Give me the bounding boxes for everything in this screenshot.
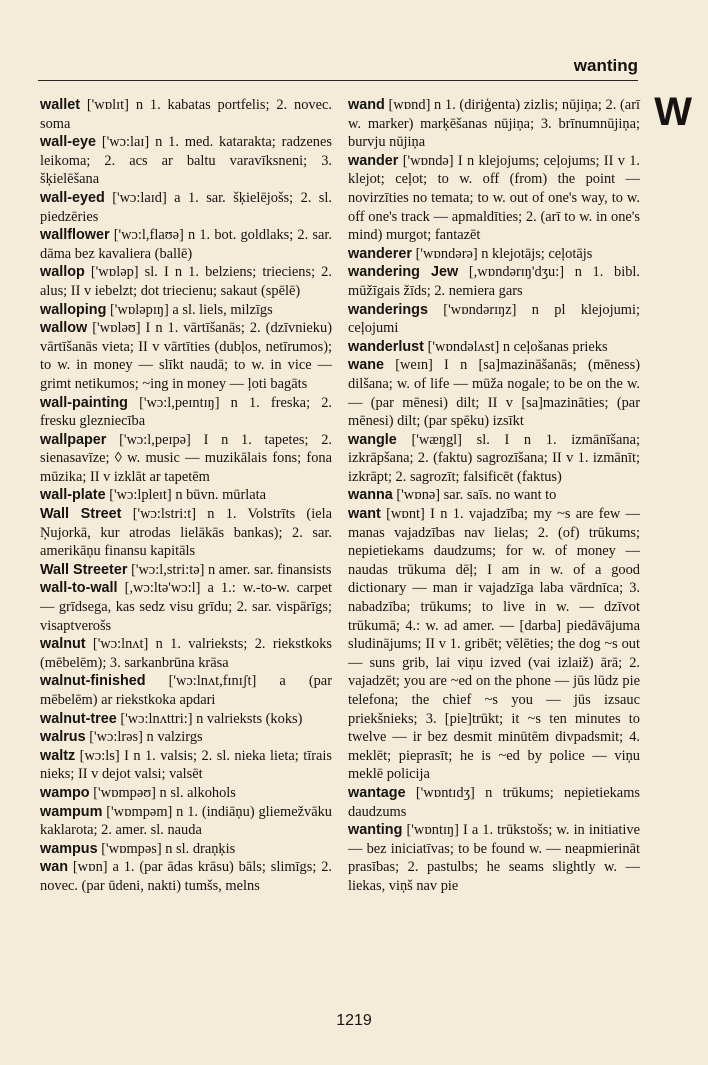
entry-body: ['wɒntɪŋ] I a 1. trūkstošs; w. in initiative — bez iniciatīvas; to be found w. — neapmierināt prasības; 2. pastulbs; he seams slightly w. — liekas, viņš nav pie: [348, 822, 640, 894]
entry-body: [wɒnd] n 1. (diriģenta) zizlis; nūjiņa; 2. (arī w. marker) marķēšanas nūjiņa; 3. brīnumnūjiņa; burvju nūjiņa: [348, 97, 640, 151]
running-head: wanting: [573, 56, 638, 75]
entry-wallow: [40, 319, 332, 393]
entry-wan: [40, 858, 332, 895]
left-column: [40, 96, 332, 896]
headword: wall-to-wall: [40, 580, 118, 597]
entry-wanderings: [348, 301, 640, 338]
headword: walnut-tree: [40, 710, 117, 727]
entry-wall-to-wall: [40, 579, 332, 635]
headword: walnut-finished: [40, 673, 146, 690]
entry-walnut: [40, 635, 332, 672]
entry-body: ['wæŋgl] sl. I n 1. izmānīšana; izkrāpšana; 2. (faktu) sagrozīšana; II v 1. izmānīt; izkrāpt; 2. sagrozīt; falsificēt (faktus): [348, 431, 640, 485]
headword: walnut: [40, 636, 86, 653]
entry-body: ['wɒləʊ] I n 1. vārtīšanās; 2. (dzīvnieku) vārtīšanās vieta; II v vārtīties (dubļos, netīrumos); to w. in money — slīkt naudā; to w. in vice — grimt netikumos; ~ing in money — ļoti bagāts: [40, 320, 332, 392]
entry-wand: [348, 96, 640, 152]
entry-body: ['wɒnə] sar. saīs. no want to: [396, 487, 557, 504]
letter-tab: W: [654, 90, 692, 134]
headword: wanderings: [348, 301, 428, 318]
headword: wampo: [40, 784, 90, 801]
right-column: [348, 96, 640, 896]
entry-wallop: [40, 263, 332, 300]
entry-body: ['wɒndərɪŋz] n pl klejojumi; ceļojumi: [348, 301, 640, 337]
headword: wallop: [40, 264, 85, 281]
entry-wanting: [348, 821, 640, 895]
headword: wallpaper: [40, 431, 107, 448]
headword: wantage: [348, 784, 406, 801]
entry-body: [,wɒndərɪŋ'dʒu:] n 1. bibl. mūžīgais žīds; 2. nemiera gars: [348, 264, 640, 299]
entry-body: ['wɔ:lnʌt] n 1. valrieksts; 2. riekstkoks (mēbelēm); 3. sarkanbrūna krāsa: [40, 636, 333, 671]
entry-wampo: [40, 784, 332, 803]
entry-body: ['wɔ:lnʌttri:] n valrieksts (koks): [120, 710, 303, 727]
headword: wall-eye: [40, 134, 96, 151]
entry-wane: [348, 356, 640, 430]
headword: wanderlust: [348, 338, 424, 355]
entry-body: ['wɔ:l,flaʊə] n 1. bot. goldlaks; 2. sar. dāma bez kavaliera (ballē): [40, 227, 332, 262]
entry-body: ['wɔ:laɪ] n 1. med. katarakta; radzenes leikoma; 2. acs ar baltu varavīksneni; 3. šķielēšana: [40, 134, 332, 188]
entry-wallflower: [40, 226, 332, 263]
entry-waltz: [40, 747, 332, 784]
headword: wall-plate: [40, 487, 106, 504]
entry-body: ['wɒmpəm] n 1. (indiāņu) gliemežvāku kaklarota; 2. amer. sl. nauda: [40, 803, 332, 839]
entry-wall-eye: [40, 133, 332, 189]
entry-body: ['wɒləp] sl. I n 1. belziens; trieciens; 2. alus; II v iebelzt; dot triecienu; sakaut (spēlē): [40, 264, 332, 299]
entry-body: [wɒn] a 1. (par ādas krāsu) bāls; slimīgs; 2. novec. (par ūdeni, nakti) tumšs, melns: [40, 859, 332, 894]
headword: wandering Jew: [348, 264, 459, 281]
entry-wall-eyed: [40, 189, 332, 226]
entry-wanderlust: [348, 338, 640, 357]
entry-walrus: [40, 728, 332, 747]
headword: wangle: [348, 431, 397, 448]
entry-wandering-jew: [348, 263, 640, 300]
entry-body: ['wɒndə] I n klejojums; ceļojums; II v 1. klejot; ceļot; to w. off (from) the point — novirzīties no temata; to w. out of one's way, to w. off one's track — apmaldīties; 2. (arī to w. in one's mind) murgot; fantazēt: [348, 152, 640, 244]
entry-wall-streeter: [40, 561, 332, 580]
entry-body: [wɒnt] I n 1. vajadzība; my ~s are few — manas vajadzības nav lielas; 2. (of) trūkums; nepietiekams daudzums; for w. of money — naudas trūkuma dēļ; I am in w. of a good dictionary — man ir vajadzīga laba vārdnīca; 3. nabadzība; trūkums; to live in w. — dzīvot trūkumā; 4.: w. ad amer. — [darba] piedāvājuma sludinājums; II v 1. gribēt; vēlēties; the dog ~s out — suns grib, lai viņu izved (vai izlaiž) ārā; 2. vajadzēt; you are ~ed on the phone — jūs lūdz pie telefona; the chief ~s you — jūs izsauc priekšnieks; 3. [pie]trūkt; it ~s ten minutes to twelve — ir bez desmit minūtēm divpadsmit; 4. meklēt; pieprasīt; he is ~ed by police — viņu meklē policija: [348, 506, 640, 783]
entry-body: ['wɔ:l,stri:tə] n amer. sar. finansists: [131, 561, 332, 578]
entry-wampus: [40, 840, 332, 859]
headword: walrus: [40, 729, 86, 746]
headword: waltz: [40, 747, 76, 764]
entry-body: ['wɒlɪt] n 1. kabatas portfelis; 2. novec. soma: [40, 97, 332, 132]
headword: wanna: [348, 487, 393, 504]
entry-wanderer: [348, 245, 640, 264]
header-rule: [38, 80, 638, 81]
headword: walloping: [40, 301, 107, 318]
headword: Wall Street: [40, 506, 122, 523]
headword: wall-eyed: [40, 189, 105, 206]
entry-body: [wɔ:ls] I n 1. valsis; 2. sl. nieka lieta; tīrais nieks; II v dejot valsi; valsēt: [40, 747, 332, 783]
entry-walloping: [40, 301, 332, 320]
entry-body: [,wɔ:ltə'wɔ:l] a 1.: w.-to-w. carpet — grīdsega, kas sedz visu grīdu; 2. sar. vispārīgs; visaptverošs: [40, 580, 332, 634]
headword: Wall Streeter: [40, 561, 128, 578]
entry-walnut-tree: [40, 710, 332, 729]
entry-body: ['wɒmpəs] n sl. draņķis: [101, 840, 236, 857]
headword: want: [348, 506, 381, 523]
entry-wantage: [348, 784, 640, 821]
headword: wampus: [40, 840, 98, 857]
entry-body: ['wɔ:lrəs] n valzirgs: [89, 729, 203, 746]
entry-body: ['wɒntɪdʒ] n trūkums; nepietiekams daudzums: [348, 784, 640, 820]
headword: wallet: [40, 97, 80, 113]
entry-body: ['wɔ:lstri:t] n 1. Volstrīts (iela Ņujorkā, kur atrodas lielākās bankas); 2. sar. amerikāņu finansu kapitāls: [40, 506, 332, 560]
page-number: 1219: [336, 1012, 372, 1029]
entry-body: ['wɒmpəʊ] n sl. alkohols: [93, 784, 236, 801]
headword: wanderer: [348, 245, 412, 262]
entry-body: ['wɒndərə] n klejotājs; ceļotājs: [415, 245, 593, 262]
entry-body: ['wɒləpɪŋ] a sl. liels, milzīgs: [109, 301, 273, 318]
entry-body: [weɪn] I n [sa]mazināšanās; (mēness) dilšana; w. of life — mūža nogale; to be on the w. — (par mēnesi) dilt; II v [sa]mazināties; (par mēnesi) dilt; (par spēku) izsīkt: [348, 357, 640, 430]
entry-body: ['wɔ:laɪd] a 1. sar. šķielējošs; 2. sl. piedzēries: [40, 189, 332, 225]
entry-wampum: [40, 803, 332, 840]
headword: wallflower: [40, 227, 110, 244]
entry-wall-plate: [40, 486, 332, 505]
entry-wallet: [40, 96, 332, 133]
entry-body: ['wɔ:lnʌt,fɪnɪʃt] a (par mēbelēm) ar riekstkoka apdari: [40, 673, 332, 708]
headword: wane: [348, 357, 384, 374]
headword: wander: [348, 152, 399, 169]
entry-body: ['wɔ:l,peɪntɪŋ] n 1. freska; 2. fresku glezniecība: [40, 394, 332, 430]
entry-wander: [348, 152, 640, 245]
entry-body: ['wɔ:lpleɪt] n būvn. mūrlata: [109, 487, 267, 504]
entry-wall-painting: [40, 394, 332, 431]
entry-wangle: [348, 431, 640, 487]
headword: wampum: [40, 803, 103, 820]
headword: wanting: [348, 822, 403, 839]
entry-wall-street: [40, 505, 332, 561]
headword: wallow: [40, 320, 88, 337]
entry-walnut-finished: [40, 672, 332, 709]
entry-wallpaper: [40, 431, 332, 487]
headword: wall-painting: [40, 394, 128, 411]
headword: wan: [40, 859, 68, 876]
headword: wand: [348, 97, 385, 113]
entry-want: [348, 505, 640, 784]
entry-body: ['wɔ:l,peɪpə] I n 1. tapetes; 2. sienasavīze; ◊ w. music — muzikālais fons; fona mūzika; II v izklāt ar tapetēm: [40, 431, 332, 485]
entry-wanna: [348, 486, 640, 505]
entry-body: ['wɒndəlʌst] n ceļošanas prieks: [427, 338, 608, 355]
